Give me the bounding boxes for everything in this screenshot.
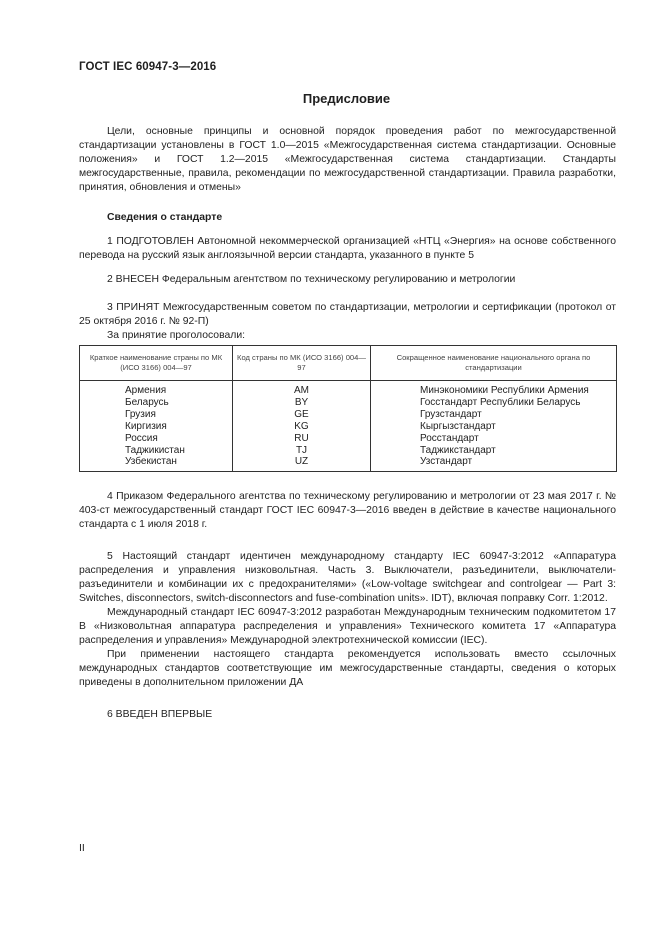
document-code-header: ГОСТ IEC 60947-3—2016 bbox=[79, 61, 217, 73]
table-row bbox=[80, 456, 617, 471]
standards-body-cell: Таджикстандарт bbox=[371, 445, 617, 457]
column-header-body: Сокращенное наименование национального органа по стандартизации bbox=[371, 346, 617, 381]
country-code-cell: GE bbox=[233, 409, 371, 421]
country-cell: Армения bbox=[80, 381, 233, 397]
item-3-paragraph: 3 ПРИНЯТ Межгосударственным советом по стандартизации, метрологии и сертификации (протокол от 25 октября 2016 г. № 92-П) bbox=[79, 302, 616, 327]
standards-body-cell: Госстандарт Республики Беларусь bbox=[371, 397, 617, 409]
voting-countries-table bbox=[79, 345, 617, 472]
standards-body-cell: Минэкономики Республики Армения bbox=[371, 381, 617, 397]
country-cell: Узбекистан bbox=[80, 456, 233, 471]
column-header-code: Код страны по МК (ИСО 3166) 004—97 bbox=[233, 346, 371, 381]
standards-body-cell: Росстандарт bbox=[371, 433, 617, 445]
section-heading: Сведения о стандарте bbox=[107, 212, 223, 223]
country-cell: Россия bbox=[80, 433, 233, 445]
item-2-paragraph: 2 ВНЕСЕН Федеральным агентством по техническому регулированию и метрологии bbox=[107, 274, 516, 285]
intro-paragraph: Цели, основные принципы и основной порядок проведения работ по межгосударственной стандартизации установлены в ГОСТ 1.0—2015 «Межгосударственная система стандартизации. Основные положения» и ГОСТ 1.2—2015 «Межгосударственная система стандартизации. Стандарты межгосударственные, правила, рекомендации по межгосударственной стандартизации. Правила разработки, принятия, обновления и отмены» bbox=[79, 126, 616, 193]
item-5-application-paragraph: При применении настоящего стандарта рекомендуется использовать вместо ссылочных международных стандартов соответствующие им межгосударственные стандарты, сведения о которых приведены в дополнительном приложении ДА bbox=[79, 649, 616, 689]
table-row bbox=[80, 433, 617, 445]
country-cell: Беларусь bbox=[80, 397, 233, 409]
page-title: Предисловие bbox=[302, 91, 391, 106]
table-row bbox=[80, 397, 617, 409]
country-cell: Таджикистан bbox=[80, 445, 233, 457]
country-code-cell: RU bbox=[233, 433, 371, 445]
country-cell: Грузия bbox=[80, 409, 233, 421]
country-code-cell: TJ bbox=[233, 445, 371, 457]
item-1-paragraph: 1 ПОДГОТОВЛЕН Автономной некоммерческой организацией «НТЦ «Энергия» на основе собственного перевода на русский язык англоязычной версии стандарта, указанного в пункте 5 bbox=[79, 236, 616, 261]
table-header-row bbox=[80, 346, 617, 381]
table-row bbox=[80, 445, 617, 457]
table-row bbox=[80, 421, 617, 433]
column-header-country: Краткое наименование страны по МК (ИСО 3166) 004—97 bbox=[80, 346, 233, 381]
item-4-paragraph: 4 Приказом Федерального агентства по техническому регулированию и метрологии от 23 мая 2017 г. № 403-ст межгосударственный стандарт ГОСТ IEC 60947-3—2016 введен в действие в качестве национального стандарта с 1 июля 2018 г. bbox=[79, 491, 616, 531]
item-5-development-paragraph: Международный стандарт IEC 60947-3:2012 разработан Международным техническим подкомитетом 17 В «Низковольтная аппаратура распределения и управления» Технического комитета 17 «Аппаратура распределения и управления» Международной электротехнической комиссии (IEC). bbox=[79, 607, 616, 647]
voting-intro: За принятие проголосовали: bbox=[107, 330, 246, 341]
country-cell: Киргизия bbox=[80, 421, 233, 433]
item-5-paragraph: 5 Настоящий стандарт идентичен международному стандарту IEC 60947-3:2012 «Аппаратура распределения и управления низковольтная. Часть 3. Выключатели, разъединители, выключатели-разъединители и комбинации их с предохранителями» («Low-voltage switchgear and controlgear — Part 3: Switches, disconnectors, switch-disconnectors and fuse-combination units». IDT), включая поправку Corr. 1:2012. bbox=[79, 551, 616, 605]
standards-body-cell: Кыргызстандарт bbox=[371, 421, 617, 433]
page-number: II bbox=[79, 842, 85, 854]
country-code-cell: KG bbox=[233, 421, 371, 433]
country-code-cell: AM bbox=[233, 381, 371, 397]
item-6-paragraph: 6 ВВЕДЕН ВПЕРВЫЕ bbox=[107, 709, 213, 721]
country-code-cell: UZ bbox=[233, 456, 371, 471]
table-row bbox=[80, 409, 617, 421]
standards-body-cell: Грузстандарт bbox=[371, 409, 617, 421]
document-body bbox=[79, 125, 616, 722]
standards-body-cell: Узстандарт bbox=[371, 456, 617, 471]
table-row bbox=[80, 381, 617, 397]
country-code-cell: BY bbox=[233, 397, 371, 409]
